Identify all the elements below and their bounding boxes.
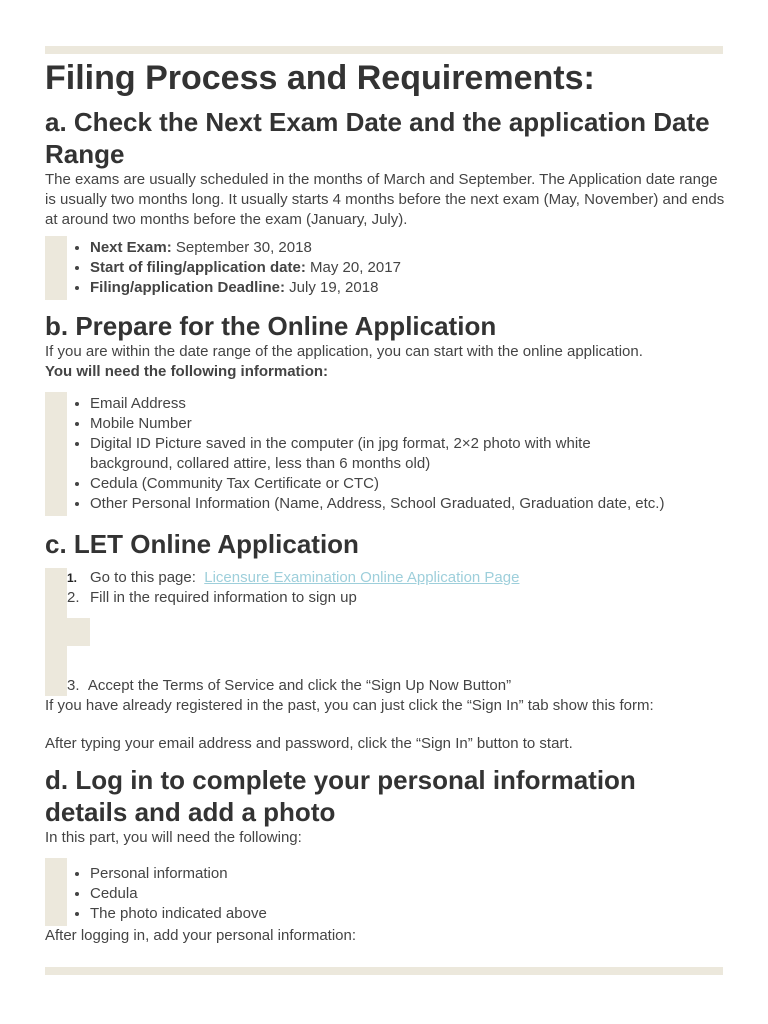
section-c-steps-block [45,568,725,696]
list-item: • Next Exam: September 30, 2018 [90,238,725,258]
list-item: • Other Personal Information (Name, Address, School Graduated, Graduation date, etc.) [90,494,725,514]
section-b-need: You will need the following information: [45,363,329,380]
section-c-heading: c. LET Online Application [45,529,359,559]
section-a-list [45,238,725,298]
section-d-paragraph: In this part, you will need the following: [45,829,302,846]
top-divider [45,46,723,54]
step-item-3: 3. Accept the Terms of Service and click the “Sign Up Now Button” [67,677,512,694]
list-item: • The photo indicated above [90,904,725,924]
list-item: • Personal information [90,864,725,884]
bottom-divider [45,967,723,975]
step-item: 1. Go to this page: Licensure Examination Online Application Page [67,569,520,586]
section-c-after-2: After typing your email address and password, click the “Sign In” button to start. [45,735,573,752]
section-b-heading: b. Prepare for the Online Application [45,311,497,341]
section-c-steps [45,568,725,608]
section-c-after-1: If you have already registered in the past, you can just click the “Sign In” tab show this form: [45,697,654,714]
quote-bar [45,858,67,926]
page-title: Filing Process and Requirements: [45,59,595,97]
section-a-list-block [45,236,725,300]
application-page-link[interactable]: Licensure Examination Online Application Page [204,569,520,586]
section-d-list-block [45,858,725,926]
section-b-list-block [45,392,725,516]
section-d-list [45,864,725,924]
section-d-heading: d. Log in to complete your personal information details and add a photo [45,765,636,827]
section-a-paragraph: The exams are usually scheduled in the months of March and September. The Application date range is usually two months long. It usually starts 4 months before the next exam (May, November) and ends at around two months before the exam (January, July). [45,171,725,228]
embedded-form-placeholder [45,618,725,646]
list-item: • Cedula (Community Tax Certificate or CTC) [90,474,725,494]
section-d-after: After logging in, add your personal information: [45,927,357,944]
section-b-paragraph: If you are within the date range of the application, you can start with the online application. [45,343,643,360]
document-body [45,56,725,946]
list-item: • Digital ID Picture saved in the computer (in jpg format, 2×2 photo with white background, collared attire, less than 6 months old) [90,434,725,474]
list-item: • Email Address [90,394,725,414]
section-a-heading: a. Check the Next Exam Date and the application Date Range [45,107,710,169]
list-item: • Cedula [90,884,725,904]
section-b-list [45,394,725,514]
quote-bar [45,392,67,516]
list-item: • Mobile Number [90,414,725,434]
list-item: • Filing/application Deadline: July 19, 2018 [90,278,725,298]
list-item: • Start of filing/application date: May 20, 2017 [90,258,725,278]
step-item: 2. Fill in the required information to sign up [67,589,357,606]
quote-bar [45,618,90,646]
quote-bar [45,236,67,300]
